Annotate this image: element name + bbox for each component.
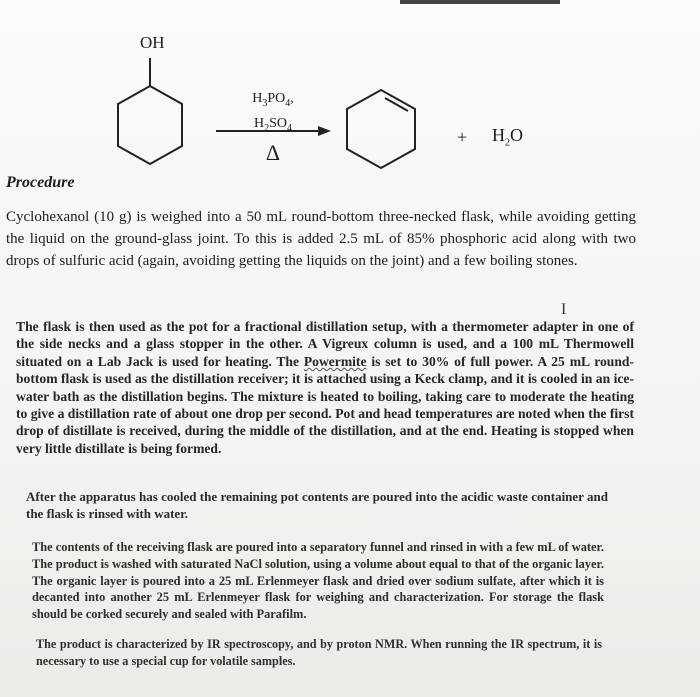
paragraph-1: Cyclohexanol (10 g) is weighed into a 50 mL round-bottom three-necked flask, while avoiding getting the liquid on the ground-glass joint. To this is added 2.5 mL of 85% phosphoric acid along with two drops of sulfuric acid (again, avoiding getting the liquids on the joint) and a few boiling stones. — [6, 209, 636, 269]
paragraph-5: The product is characterized by IR spectroscopy, and by proton NMR. When running the IR spectrum, it is necessary to use a special cup for volatile samples. — [36, 637, 602, 668]
reaction-scheme — [0, 0, 700, 180]
arrow-head — [318, 126, 331, 136]
spellcheck-word: Powermite — [303, 353, 367, 369]
paragraph-2 — [16, 318, 634, 457]
plus-sign: + — [457, 127, 468, 147]
paragraph-2-part1: The flask is then used as the pot for a fractional distillation setup, with a thermometer adapter in one of the side necks and a glass stopper in the other. A Vigreux column is used, and a 100 mL Thermowell situated on a Lab Jack is used for heating. The — [16, 319, 634, 369]
procedure-title: Procedure — [6, 174, 75, 191]
text-cursor-icon: I — [561, 301, 567, 318]
heat-symbol: Δ — [265, 139, 281, 165]
oh-label: OH — [140, 33, 165, 52]
water-product: $H_2O$ — [492, 125, 523, 149]
top-fragment — [400, 0, 560, 4]
paragraph-3: After the apparatus has cooled the remaining pot contents are poured into the acidic waste container and the flask is rinsed with water. — [26, 489, 608, 521]
reagent-sulfuric-acid: $H_2SO_4$ — [253, 115, 293, 134]
cyclohexanol-ring — [118, 86, 182, 164]
cyclohexene-ring — [347, 90, 415, 168]
paragraph-2-part2: is set to 30% of full power. A 25 mL round-bottom flask is used as the distillation receiver; it is attached using a Keck clamp, and it is cooled in an ice-water bath as the distillation begins. The mixture is heated to boiling, taking care to moderate the heating to give a distillation rate of about one drop per second. Pot and head temperatures are noted when the first drop of distillate is received, during the middle of the distillation, and at the end. Heating is stopped when very little distillate is being formed. — [16, 353, 634, 456]
reagent-phosphoric-acid: $H_3PO_4$, — [252, 91, 294, 109]
cyclohexene-double-bond — [385, 98, 408, 111]
paragraph-4: The contents of the receiving flask are poured into a separatory funnel and rinsed in with a few mL of water. The product is washed with saturated NaCl solution, using a volume about equal to that of the organic layer. The organic layer is poured into a 25 mL Erlenmeyer flask and dried over sodium sulfate, after which it is decanted into another 25 mL Erlenmeyer flask for weighing and characterization. For storage the flask should be corked securely and sealed with Parafilm. — [32, 540, 604, 622]
reagents — [243, 89, 303, 163]
